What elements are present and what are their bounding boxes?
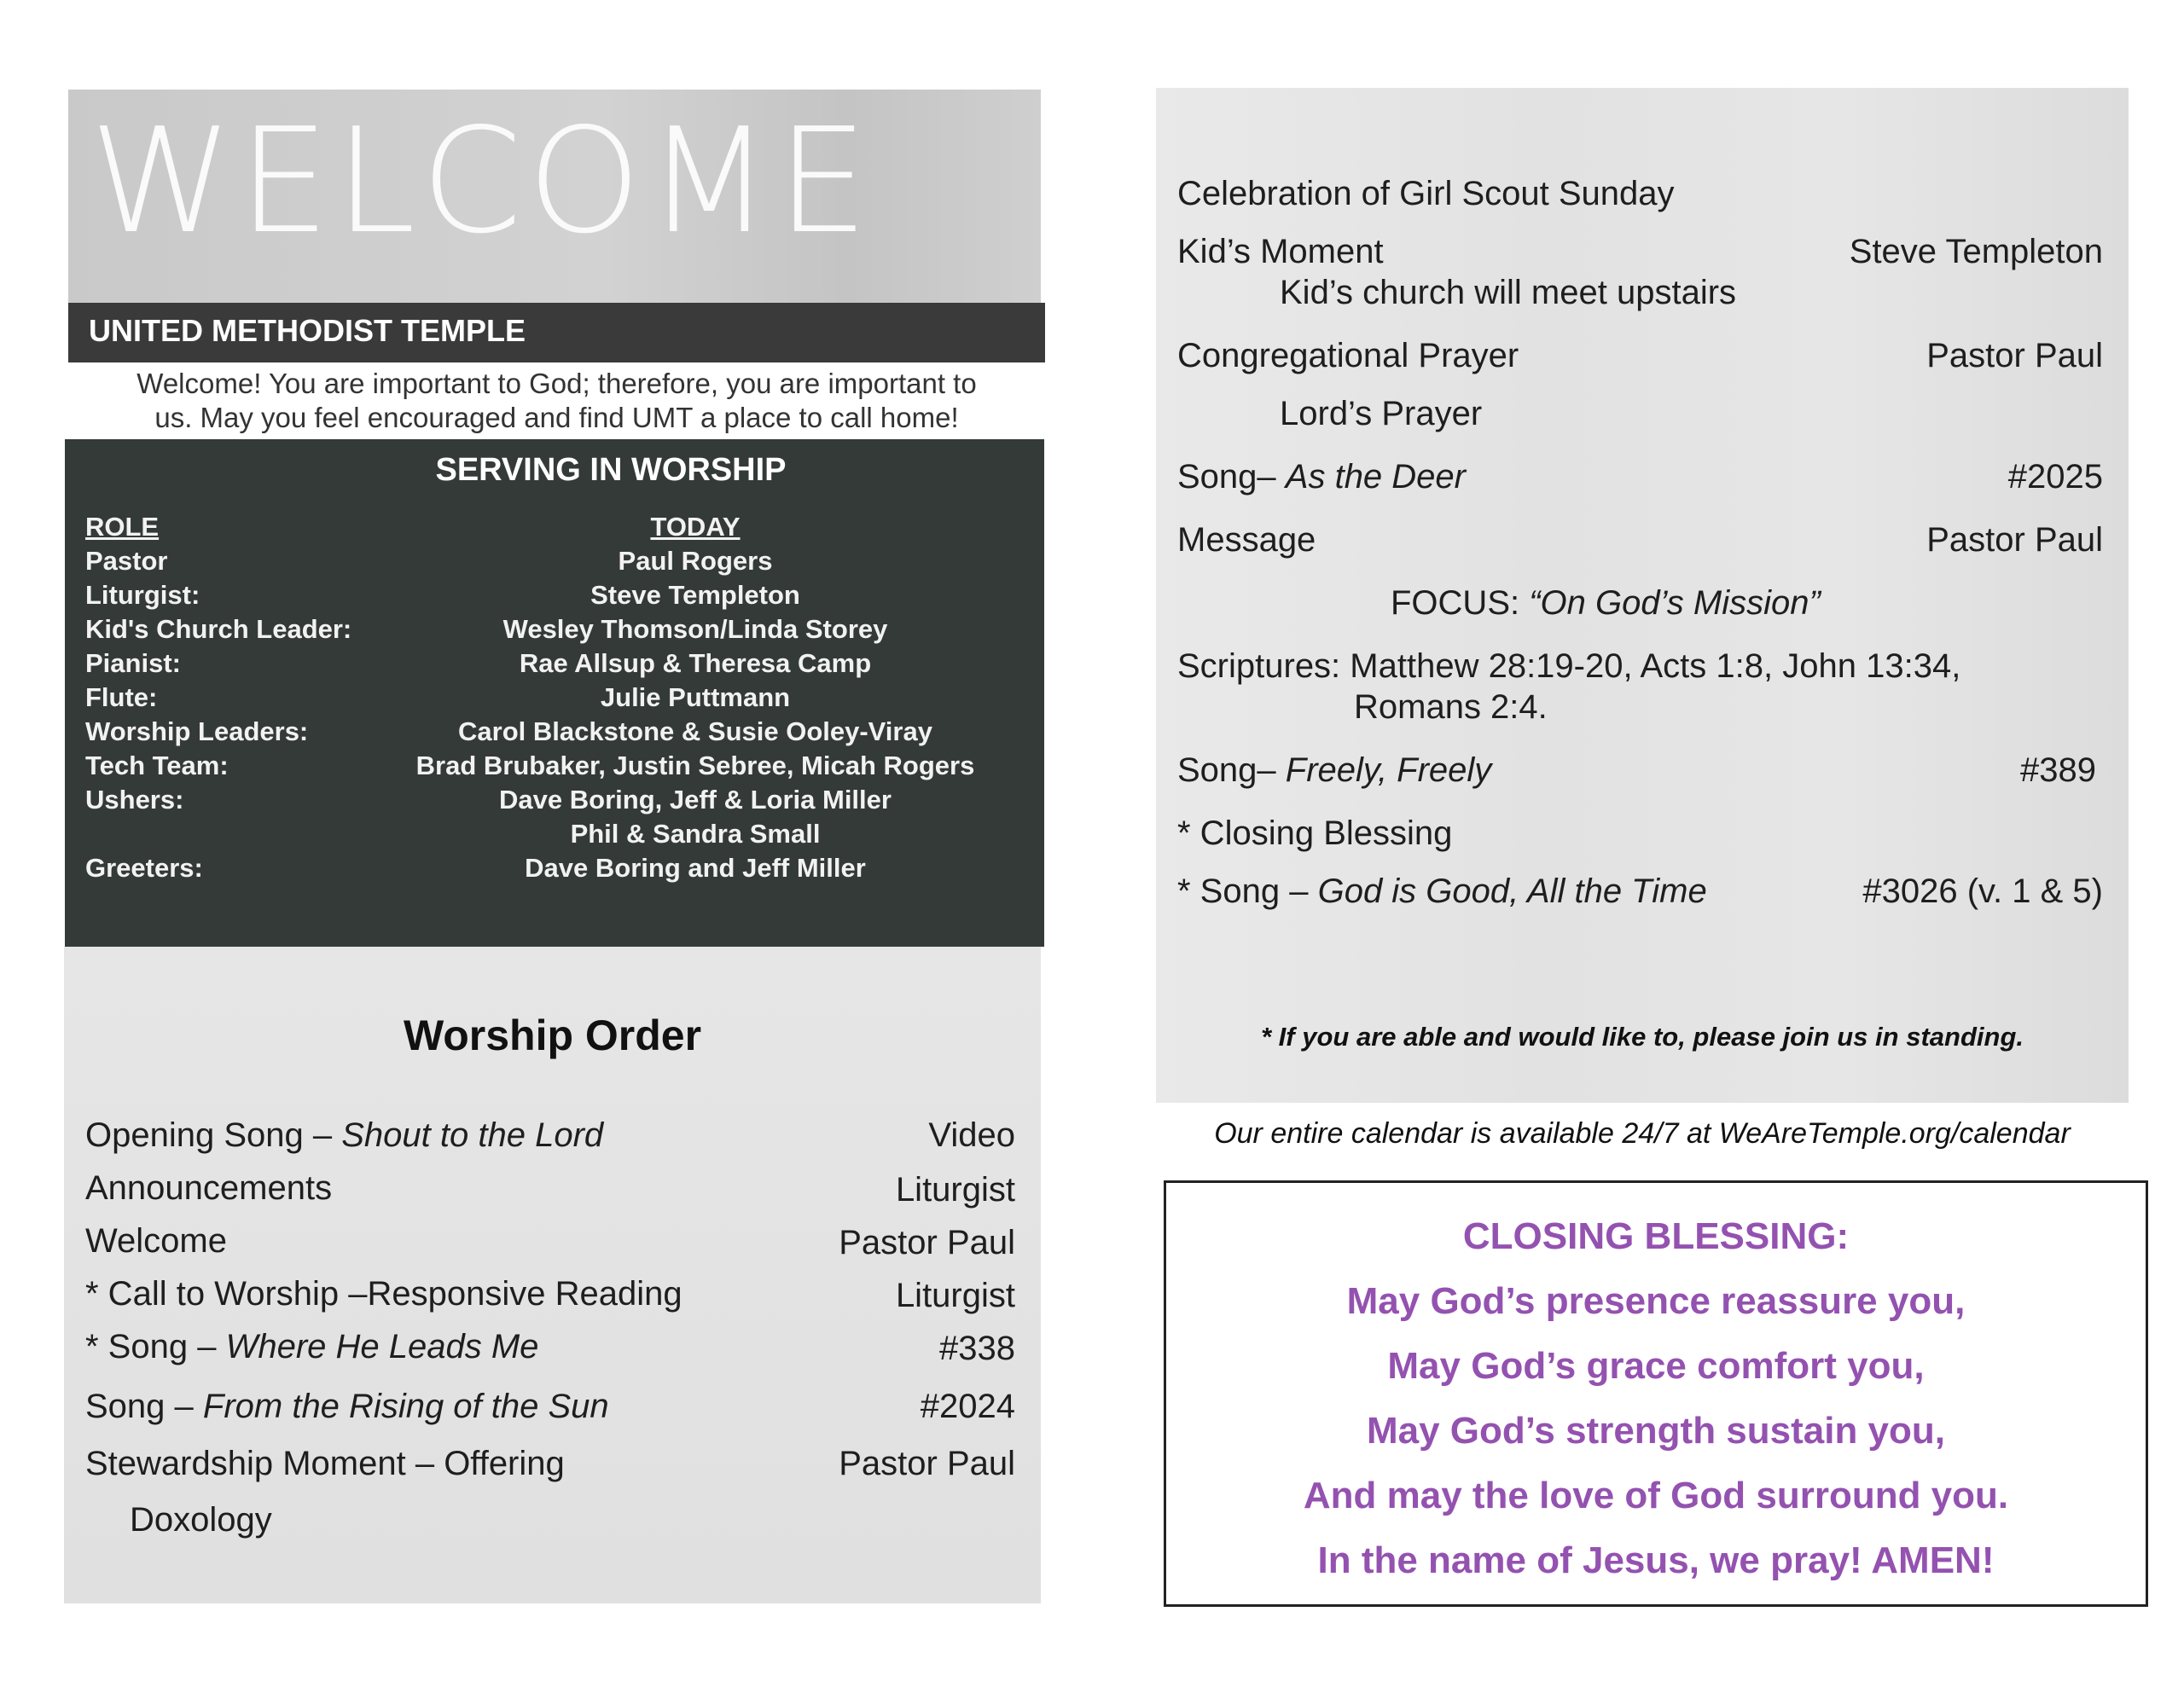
church-name: UNITED METHODIST TEMPLE: [89, 313, 526, 348]
program-item-leader: Pastor Paul: [1926, 521, 2103, 559]
blessing-line: And may the love of God surround you.: [1303, 1475, 2009, 1516]
role-cell: Pianist:: [85, 648, 181, 678]
blessing-line: May God’s presence reassure you,: [1346, 1280, 1966, 1322]
program-item-leader: Steve Templeton: [1849, 233, 2103, 270]
program-item: FOCUS: “On God’s Mission”: [1391, 584, 1821, 622]
order-item: Announcements: [85, 1169, 333, 1207]
standing-note: * If you are able and would like to, please join us in standing.: [1261, 1022, 2024, 1052]
order-item: Welcome: [85, 1222, 227, 1260]
program-item: Song– Freely, Freely: [1177, 751, 1492, 789]
program-item-leader: #2025: [2007, 458, 2103, 496]
role-cell: Flute:: [85, 682, 158, 712]
role-cell: Ushers:: [85, 785, 184, 815]
today-cell: Wesley Thomson/Linda Storey: [502, 614, 888, 644]
today-header: TODAY: [650, 512, 741, 542]
today-cell: Brad Brubaker, Justin Sebree, Micah Rogers: [415, 751, 975, 780]
today-cell: Dave Boring, Jeff & Loria Miller: [499, 785, 892, 815]
order-item: Stewardship Moment – Offering: [85, 1445, 565, 1482]
today-cell: Carol Blackstone & Susie Ooley-Viray: [458, 716, 932, 746]
program-item: Celebration of Girl Scout Sunday: [1177, 175, 1675, 212]
blessing-title: CLOSING BLESSING:: [1462, 1215, 1850, 1257]
welcome-message: [68, 367, 1045, 435]
blessing-line: In the name of Jesus, we pray! AMEN!: [1317, 1539, 1995, 1581]
role-cell: Tech Team:: [85, 751, 229, 780]
program-item: Scriptures: Matthew 28:19-20, Acts 1:8, John 13:34,: [1177, 647, 1961, 685]
serving-title: SERVING IN WORSHIP: [435, 452, 787, 488]
program-item-leader: #3026 (v. 1 & 5): [1862, 872, 2103, 910]
blessing-line: May God’s grace comfort you,: [1387, 1345, 1925, 1387]
order-item-leader: Liturgist: [895, 1277, 1015, 1314]
program-item-leader: #389: [2020, 751, 2096, 789]
order-item: Doxology: [130, 1501, 272, 1539]
program-item: Romans 2:4.: [1354, 688, 1548, 726]
program-item: Kid’s Moment: [1177, 233, 1384, 270]
today-cell: Phil & Sandra Small: [570, 819, 821, 849]
order-item: * Call to Worship –Responsive Reading: [85, 1275, 682, 1313]
program-item: Kid’s church will meet upstairs: [1280, 274, 1737, 311]
blessing-line: May God’s strength sustain you,: [1366, 1410, 1946, 1452]
program-item: Message: [1177, 521, 1316, 559]
role-cell: Worship Leaders:: [85, 716, 309, 746]
role-cell: Greeters:: [85, 853, 203, 883]
program-item: Lord’s Prayer: [1280, 395, 1483, 432]
order-item-leader: Pastor Paul: [839, 1445, 1015, 1482]
role-cell: Kid's Church Leader:: [85, 614, 352, 644]
today-cell: Dave Boring and Jeff Miller: [525, 853, 866, 883]
order-item-leader: #338: [939, 1330, 1015, 1367]
welcome-title: WELCOME: [90, 97, 874, 266]
today-cell: Rae Allsup & Theresa Camp: [519, 648, 872, 678]
program-item: Congregational Prayer: [1177, 337, 1519, 374]
order-item: Song – From the Rising of the Sun: [85, 1388, 609, 1425]
today-cell: Steve Templeton: [590, 580, 800, 610]
program-item-leader: Pastor Paul: [1926, 337, 2103, 374]
role-cell: Liturgist:: [85, 580, 200, 610]
order-item: Opening Song – Shout to the Lord: [85, 1116, 604, 1154]
order-item-leader: Video: [928, 1116, 1015, 1154]
order-item-leader: #2024: [920, 1388, 1015, 1425]
order-item-leader: Liturgist: [895, 1171, 1015, 1209]
role-cell: Pastor: [85, 546, 168, 576]
program-item: * Song – God is Good, All the Time: [1177, 872, 1707, 910]
calendar-note: Our entire calendar is available 24/7 at WeAreTemple.org/calendar: [1214, 1117, 2071, 1150]
role-header: ROLE: [85, 512, 160, 542]
program-item: Song– As the Deer: [1177, 458, 1466, 496]
order-item: * Song – Where He Leads Me: [85, 1328, 539, 1365]
welcome-line-1: Welcome! You are important to God; therefore, you are important to: [136, 368, 977, 399]
program-item: * Closing Blessing: [1177, 815, 1453, 852]
today-cell: Julie Puttmann: [600, 682, 791, 712]
order-item-leader: Pastor Paul: [839, 1224, 1015, 1261]
today-cell: Paul Rogers: [618, 546, 773, 576]
worship-order-title: Worship Order: [403, 1012, 702, 1059]
welcome-line-2: us. May you feel encouraged and find UMT a place to call home!: [154, 402, 959, 433]
